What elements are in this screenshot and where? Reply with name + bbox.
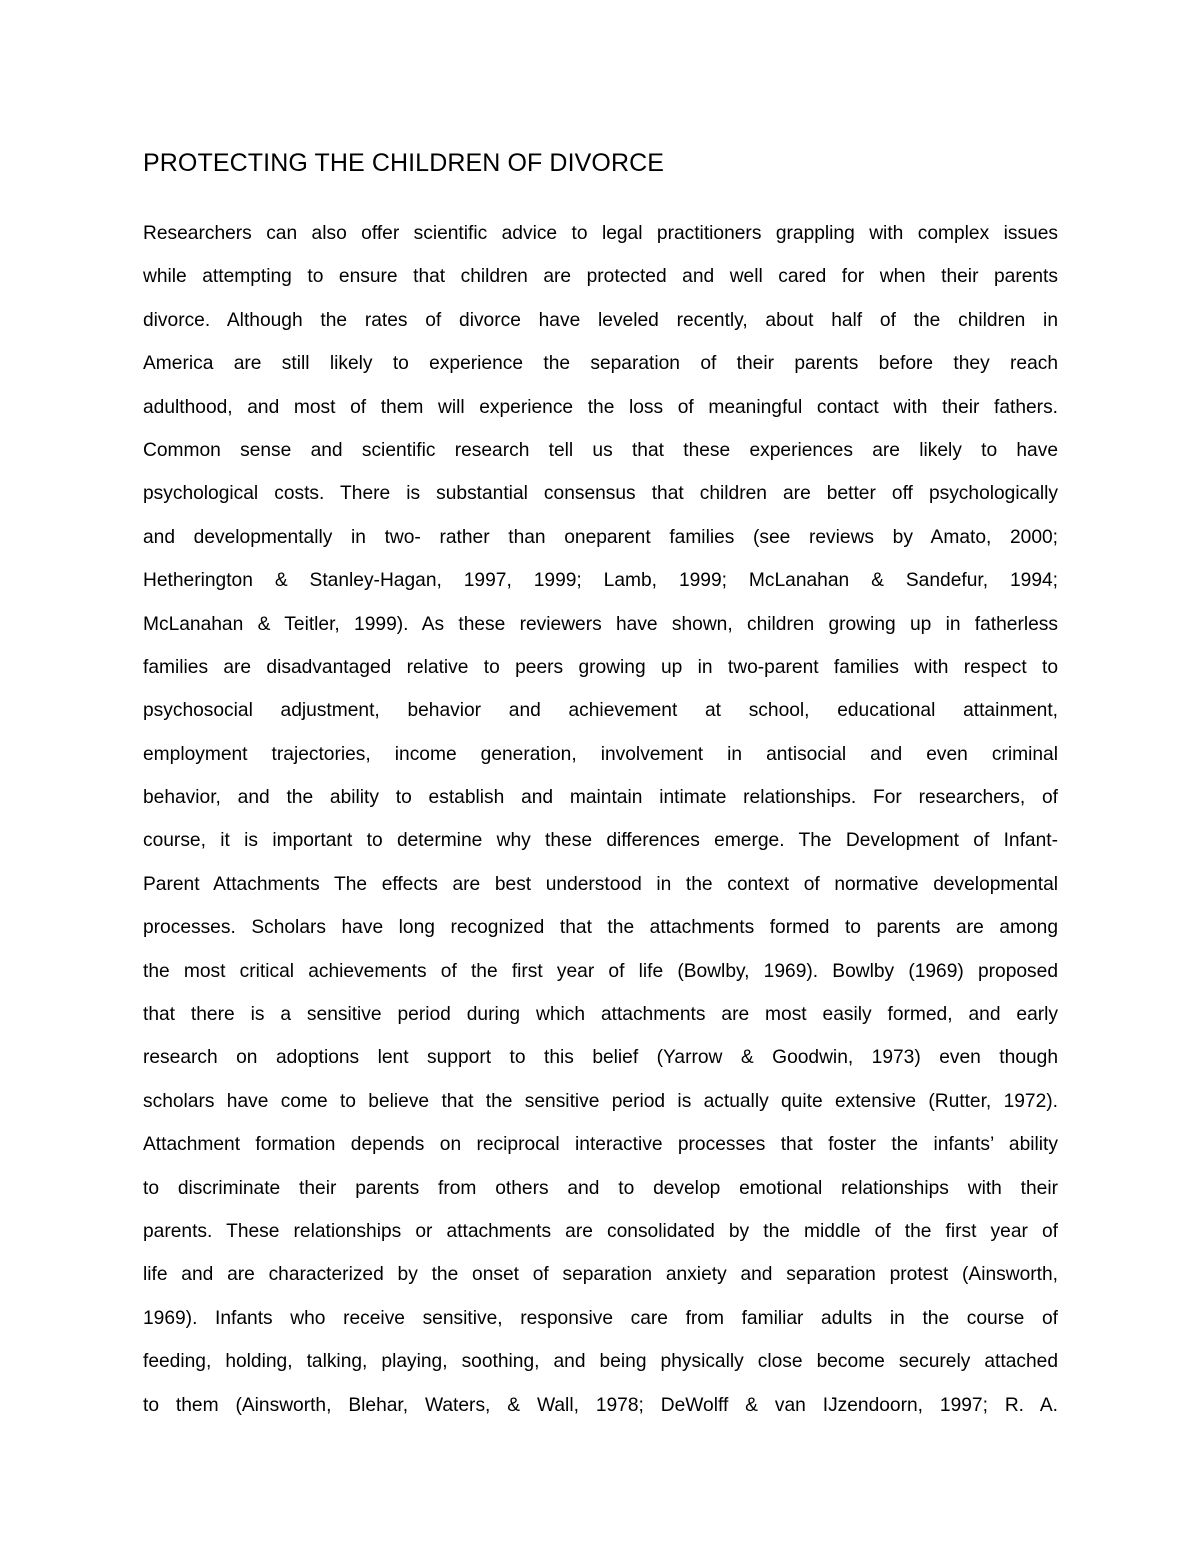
paragraph-line: the most critical achievements of the first year of life (Bowlby, 1969). Bowlby (1969) proposed	[143, 960, 1058, 982]
paragraph-line: research on adoptions lent support to this belief (Yarrow & Goodwin, 1973) even though	[143, 1047, 1058, 1069]
paragraph-line: to discriminate their parents from others and to develop emotional relationships with their	[143, 1177, 1058, 1199]
paragraph-line: parents. These relationships or attachments are consolidated by the middle of the first year of	[143, 1220, 1058, 1242]
paragraph-line: course, it is important to determine why these differences emerge. The Development of Infant-	[143, 830, 1058, 852]
paragraph-line: feeding, holding, talking, playing, soothing, and being physically close become securely attached	[143, 1351, 1058, 1373]
paragraph-line: families are disadvantaged relative to peers growing up in two-parent families with respect to	[143, 656, 1058, 678]
page-title: PROTECTING THE CHILDREN OF DIVORCE	[143, 149, 665, 177]
paragraph-line: divorce. Although the rates of divorce have leveled recently, about half of the children in	[143, 309, 1058, 331]
paragraph-line: Parent Attachments The effects are best understood in the context of normative developmental	[143, 873, 1058, 895]
body-paragraph	[143, 212, 1058, 1427]
paragraph-line: 1969). Infants who receive sensitive, responsive care from familiar adults in the course of	[143, 1307, 1058, 1329]
paragraph-line: and developmentally in two- rather than oneparent families (see reviews by Amato, 2000;	[143, 526, 1058, 548]
paragraph-line: Hetherington & Stanley-Hagan, 1997, 1999; Lamb, 1999; McLanahan & Sandefur, 1994;	[143, 570, 1058, 592]
paragraph-line: to them (Ainsworth, Blehar, Waters, & Wall, 1978; DeWolff & van IJzendoorn, 1997; R. A.	[143, 1394, 1058, 1416]
paragraph-line: psychosocial adjustment, behavior and achievement at school, educational attainment,	[143, 700, 1058, 722]
paragraph-line: processes. Scholars have long recognized that the attachments formed to parents are among	[143, 917, 1058, 939]
paragraph-line: life and are characterized by the onset of separation anxiety and separation protest (Ainsworth,	[143, 1264, 1058, 1286]
paragraph-line: behavior, and the ability to establish and maintain intimate relationships. For researchers, of	[143, 787, 1058, 809]
paragraph-line: scholars have come to believe that the sensitive period is actually quite extensive (Rutter, 1972).	[143, 1090, 1058, 1112]
paragraph-line: McLanahan & Teitler, 1999). As these reviewers have shown, children growing up in fatherless	[143, 613, 1058, 635]
paragraph-line: Common sense and scientific research tell us that these experiences are likely to have	[143, 439, 1058, 461]
paragraph-line: while attempting to ensure that children are protected and well cared for when their parents	[143, 266, 1058, 288]
paragraph-line: adulthood, and most of them will experience the loss of meaningful contact with their fathers.	[143, 396, 1058, 418]
paragraph-line: that there is a sensitive period during which attachments are most easily formed, and early	[143, 1004, 1058, 1026]
paragraph-line: Attachment formation depends on reciprocal interactive processes that foster the infants’ ability	[143, 1134, 1058, 1156]
paragraph-line: Researchers can also offer scientific advice to legal practitioners grappling with complex issues	[143, 223, 1058, 244]
paragraph-line: psychological costs. There is substantial consensus that children are better off psychologically	[143, 483, 1058, 505]
paragraph-line: America are still likely to experience the separation of their parents before they reach	[143, 353, 1058, 375]
paragraph-line: employment trajectories, income generation, involvement in antisocial and even criminal	[143, 743, 1058, 765]
